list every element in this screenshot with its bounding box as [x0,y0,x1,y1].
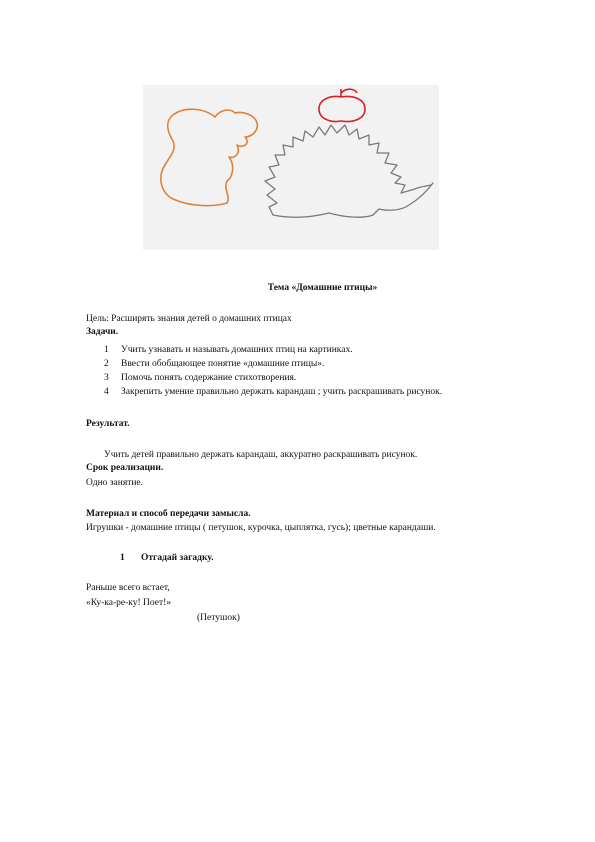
riddle-number: 1 [120,553,125,563]
task-item [104,345,353,356]
illustration-photo [143,85,439,250]
riddle-line: «Ку-ка-ре-ку! Поет!» [86,598,172,608]
task-number: 3 [104,373,109,383]
illustration-drawing [143,85,439,250]
material-text: Игрушки - домашние птицы ( петушок, курочка, цыплятка, гусь); цветные карандаши. [86,523,436,533]
task-text: Закрепить умение правильно держать карандаш ; учить раскрашивать рисунок. [121,387,443,397]
period-heading: Срок реализации. [86,463,164,473]
result-heading: Результат. [86,419,130,429]
goal-line: Цель: Расширять знания детей о домашних птицах [86,314,292,324]
task-number: 2 [104,359,109,369]
task-item [104,359,324,370]
task-number: 4 [104,387,109,397]
tasks-heading: Задачи. [86,327,119,337]
result-text: Учить детей правильно держать карандаш, аккуратно раскрашивать рисунок. [104,450,418,460]
task-text: Ввести обобщающее понятие «домашние птицы». [121,359,325,369]
page-title: Тема «Домашние птицы» [267,283,378,293]
riddle-line: Раньше всего встает, [86,583,170,593]
task-text: Помочь понять содержание стихотворения. [121,373,297,383]
task-number: 1 [104,345,109,355]
riddle-heading [120,553,213,564]
riddle-heading-text: Отгадай загадку. [141,553,214,563]
riddle-answer: (Петушок) [197,613,240,623]
task-text: Учить узнавать и называть домашних птиц на картинках. [121,345,353,355]
task-item [104,373,296,384]
task-item [104,387,442,398]
material-heading: Материал и способ передачи замысла. [86,509,251,519]
period-text: Одно занятие. [86,478,144,488]
